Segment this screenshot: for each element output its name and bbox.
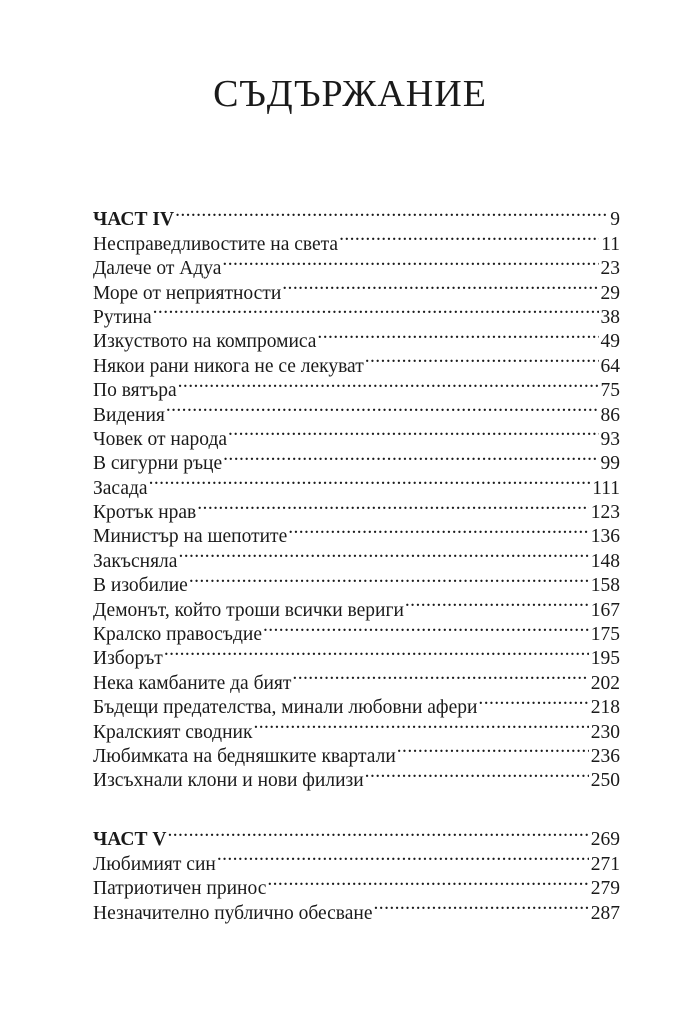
toc-page-number: 167: [590, 599, 620, 621]
toc-entry: [93, 640, 620, 670]
toc-entry-title: Несправедливостите на света: [93, 233, 339, 255]
toc-entry-title: Човек от народа: [93, 428, 228, 450]
dot-leader: [374, 894, 589, 918]
dot-leader: [175, 201, 608, 225]
toc-page-number: 11: [601, 233, 620, 255]
dot-leader: [167, 821, 588, 845]
toc-part-label: ЧАСТ V: [93, 829, 167, 851]
page-title: СЪДЪРЖАНИЕ: [213, 73, 487, 115]
toc-entry: [93, 845, 620, 875]
dot-leader: [223, 445, 598, 469]
toc-page-number: 29: [600, 282, 620, 304]
toc-page-number: 86: [600, 404, 620, 426]
toc-page-number: 195: [590, 648, 620, 670]
toc-entry-title: Видения: [93, 404, 165, 426]
toc-entry-title: Някои рани никога не се лекуват: [93, 355, 364, 377]
toc-entry-title: Изсъхнали клони и нови филизи: [93, 770, 364, 792]
dot-leader: [228, 421, 598, 445]
dot-leader: [164, 640, 589, 664]
dot-leader: [153, 299, 599, 323]
toc-entry-title: Рутина: [93, 306, 152, 328]
toc-page-number: 136: [590, 526, 620, 548]
toc-entry-title: Засада: [93, 477, 148, 499]
toc-page-number: 123: [590, 502, 620, 524]
toc-entry-title: Любимката на бедняшките квартали: [93, 745, 396, 767]
toc-page-number: 93: [600, 428, 620, 450]
toc-page-number: 175: [590, 624, 620, 646]
dot-leader: [365, 762, 589, 786]
toc-entry-title: Нека камбаните да бият: [93, 672, 292, 694]
toc-page-number: 148: [590, 550, 620, 572]
toc-page-number: 99: [600, 453, 620, 475]
toc-page-number: 64: [600, 355, 620, 377]
toc-entry-title: Министър на шепотите: [93, 526, 288, 548]
dot-leader: [197, 494, 588, 518]
dot-leader: [288, 518, 589, 542]
toc-entry-title: Кралският сводник: [93, 721, 253, 743]
toc-entry: [93, 396, 620, 426]
toc-entry-title: Патриотичен принос: [93, 878, 267, 900]
toc-entry-title: В сигурни ръце: [93, 453, 223, 475]
toc-page-number: 236: [590, 745, 620, 767]
toc-entry-title: Демонът, който троши всички вериги: [93, 599, 404, 621]
toc-entry: [93, 421, 620, 450]
dot-leader: [405, 591, 589, 615]
toc-page-number: 279: [590, 878, 620, 900]
toc-entry: [93, 323, 620, 353]
toc-part-heading: [93, 821, 620, 851]
toc-entry-title: Далече от Адуа: [93, 258, 222, 280]
toc-entry-title: Любимият син: [93, 853, 216, 875]
toc-entry: [93, 494, 620, 524]
toc-page-number: 271: [590, 853, 620, 875]
dot-leader: [478, 689, 588, 713]
toc-page-number: 23: [600, 258, 620, 280]
toc-entry-title: В изобилие: [93, 575, 188, 597]
dot-leader: [253, 713, 588, 737]
toc-page-number: 158: [590, 575, 620, 597]
dot-leader: [267, 870, 588, 894]
dot-leader: [217, 845, 589, 869]
dot-leader: [166, 396, 599, 420]
dot-leader: [263, 616, 589, 640]
toc-entry: [93, 664, 620, 694]
toc-entry-title: Изборът: [93, 648, 163, 670]
toc-page-number: 269: [590, 829, 620, 851]
toc-page-number: 75: [600, 380, 620, 402]
toc-entry-title: Кралско правосъдие: [93, 624, 262, 646]
dot-leader: [339, 225, 599, 249]
dot-leader: [317, 323, 598, 347]
dot-leader: [282, 274, 598, 298]
toc-part-label: ЧАСТ IV: [93, 209, 175, 231]
dot-leader: [178, 372, 599, 396]
toc-page-number: 111: [592, 477, 620, 499]
toc-page-number: 9: [610, 209, 620, 231]
toc-section-part-4: [93, 201, 620, 792]
dot-leader: [222, 250, 598, 274]
toc-page-number: 218: [590, 697, 620, 719]
toc-entry-title: Незначително публично обесване: [93, 902, 373, 924]
toc-page-number: 49: [600, 331, 620, 353]
toc-entry-title: По вятъра: [93, 380, 177, 402]
toc-part-heading: [93, 201, 620, 231]
toc-page-number: 202: [590, 672, 620, 694]
toc-page-number: 38: [600, 306, 620, 328]
toc-entry: [93, 299, 620, 328]
toc-entry-title: Бъдещи предателства, минали любовни афери: [93, 697, 478, 719]
toc-entry: [93, 469, 620, 499]
toc-page-number: 287: [590, 902, 620, 924]
toc-entry-title: Море от неприятности: [93, 282, 282, 304]
toc-page-number: 230: [590, 721, 620, 743]
dot-leader: [189, 567, 589, 591]
toc-page-number: 250: [590, 770, 620, 792]
dot-leader: [149, 469, 591, 493]
dot-leader: [292, 664, 588, 688]
toc-entry-title: Изкуството на компромиса: [93, 331, 317, 353]
dot-leader: [397, 738, 589, 762]
toc-entry-title: Кротък нрав: [93, 502, 197, 524]
toc-entry-title: Закъсняла: [93, 550, 178, 572]
toc-section-part-5: [93, 821, 620, 924]
dot-leader: [365, 347, 599, 371]
dot-leader: [178, 542, 588, 566]
